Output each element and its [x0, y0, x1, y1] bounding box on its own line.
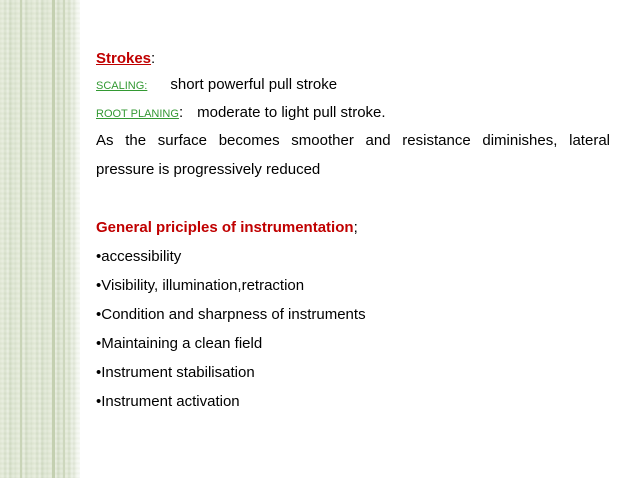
- band-stripe: [20, 0, 22, 478]
- principles-semicolon: ;: [353, 219, 358, 236]
- root-planing-label: ROOT PLANING: [96, 108, 179, 120]
- root-planing-text: moderate to light pull stroke.: [197, 104, 386, 121]
- list-item: •Maintaining a clean field: [96, 335, 263, 352]
- principles-heading: General priciples of instrumentation: [96, 219, 354, 236]
- strokes-colon: :: [151, 50, 156, 67]
- root-planing-colon: :: [178, 104, 184, 121]
- strokes-heading: Strokes: [96, 50, 152, 67]
- paragraph-line-2: pressure is progressively reduced: [96, 161, 321, 178]
- band-stripe: [52, 0, 55, 478]
- root-planing-line: [96, 104, 386, 123]
- list-item: •Visibility, illumination,retraction: [96, 277, 305, 294]
- list-item: •Condition and sharpness of instruments: [96, 306, 366, 323]
- scaling-line: [96, 76, 337, 95]
- paragraph-line-1: As the surface becomes smoother and resistance diminishes, lateral: [96, 132, 610, 149]
- strokes-heading-line: [96, 50, 155, 68]
- band-stripe: [63, 0, 65, 478]
- principles-heading-line: [96, 219, 358, 237]
- decorative-side-band: [0, 0, 80, 478]
- list-item: •accessibility: [96, 248, 182, 265]
- list-item: •Instrument stabilisation: [96, 364, 255, 381]
- list-item: •Instrument activation: [96, 393, 240, 410]
- scaling-label: SCALING:: [96, 80, 148, 92]
- scaling-text: short powerful pull stroke: [170, 76, 338, 93]
